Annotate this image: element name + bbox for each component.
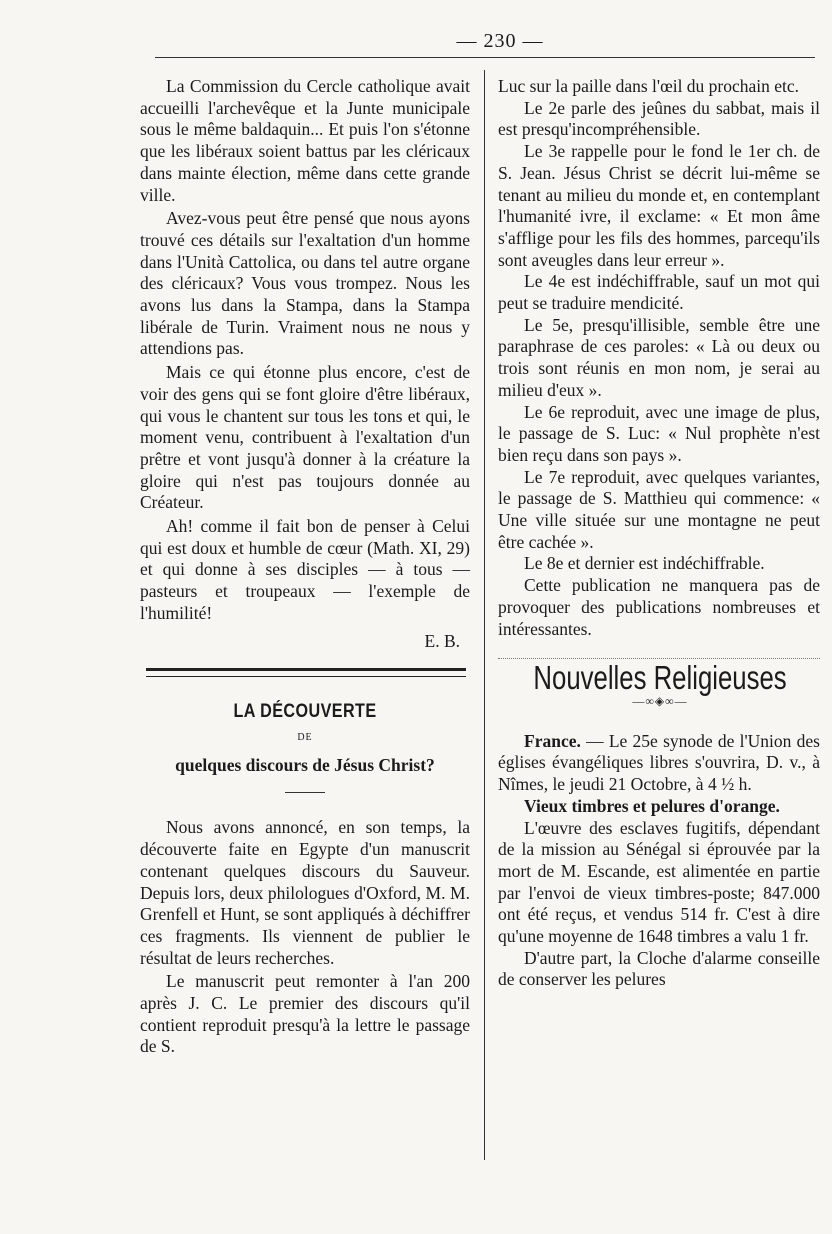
left-paragraph-1: La Commission du Cercle catholique avait accueilli l'archevêque et la Junte municipale sous le même baldaquin... Et puis l'on s'étonne que les libéraux soient battus par les cléricaux dans mainte élection, même dans cette grande ville. [140, 76, 470, 205]
right-continuation: Luc sur la paille dans l'œil du prochain etc. [498, 76, 800, 96]
stamps-paragraph-2: D'autre part, la Cloche d'alarme conseille de conserver les pelures [498, 947, 820, 990]
article-separator [146, 668, 466, 677]
article-paragraph-1: Nous avons annoncé, en son temps, la découverte faite en Egypte d'un manuscrit contenant quelques discours du Sauveur. Depuis lors, deux philologues d'Oxford, M. M. Grenfell et Hunt, se sont appliqués à déchiffrer ces fragments. Ils viennent de publier le résultat de leurs recherches. [140, 817, 470, 968]
ornament: — ∞ ◈ ∞ — [632, 693, 686, 708]
right-paragraph-3: Le 4e est indéchiffrable, sauf un mot qui peut se traduire mendicité. [498, 271, 820, 314]
section-title: Nouvelles Religieuses [533, 659, 787, 697]
subhead: Vieux timbres et pelures d'orange. [524, 795, 780, 816]
right-column [498, 76, 820, 991]
right-paragraph-2: Le 3e rappelle pour le fond le 1er ch. de S. Jean. Jésus Christ se décrit lui-même se tenant au milieu du monde et, en contemplant l'humanité ivre, il exclame: « Et mon âme s'afflige pour les fils des hommes, parcequ'ils sont aveugles dans leur erreur ». [498, 141, 820, 270]
article-subtitle: quelques discours de Jésus Christ? [175, 754, 435, 775]
right-paragraph-8: Cette publication ne manquera pas de provoquer des publications nombreuses et intéressantes. [498, 575, 820, 639]
page-number: — 230 — [456, 30, 544, 52]
right-paragraph-6: Le 7e reproduit, avec quelques variantes, le passage de S. Matthieu qui commence: « Une ville située sur une montagne ne peut être cachée ». [498, 466, 820, 552]
stamps-paragraph-1: L'œuvre des esclaves fugitifs, dépendant de la mission au Sénégal si éprouvée par la mort de M. Escande, est alimentée en partie par l'envoi de vieux timbres-poste; 847.000 ont été reçus, et vendus 514 fr. C'est à dire qu'une moyenne de 1648 timbres a valu 1 fr. [498, 817, 820, 947]
article-paragraph-2: Le manuscrit peut remonter à l'an 200 après J. C. Le premier des discours qu'il contient reproduit presqu'à la lettre le passage de S. [140, 971, 470, 1057]
header-rule [155, 57, 815, 58]
right-paragraph-4: Le 5e, presqu'illisible, semble être une paraphrase de ces paroles: « Là ou deux ou trois sont réunis en mon nom, je serai au milieu d'eux ». [498, 314, 820, 400]
article-title-de: DE [297, 731, 313, 743]
left-paragraph-3: Mais ce qui étonne plus encore, c'est de voir des gens qui se font gloire d'être libéraux, qui vous le chantent sur tous les tons et qui, le moment venu, contribuent à l'exaltation d'un prêtre et vont jusqu'à donner à la créature la gloire qui n'est pas toujours donnée au Créateur. [140, 362, 470, 513]
signature: E. B. [424, 630, 460, 651]
left-paragraph-2: Avez-vous peut être pensé que nous ayons trouvé ces détails sur l'exaltation d'un homme dans l'Unità Cattolica, ou dans tel autre organe des cléricaux? Vous vous trompez. Nous les avons lus dans la Stampa, dans la Stampa libérale de Turin. Vraiment nous ne nous y attendions pas. [140, 208, 470, 359]
left-paragraph-4: Ah! comme il fait bon de penser à Celui qui est doux et humble de cœur (Math. XI, 29) et qui donne à ses disciples — à tous — pasteurs et troupeaux — l'exemple de l'humilité! [140, 516, 470, 623]
left-column [140, 76, 470, 1058]
right-paragraph-1: Le 2e parle des jeûnes du sabbat, mais il est presqu'incompréhensible. [498, 97, 820, 140]
article-title: LA DÉCOUVERTE [233, 701, 377, 723]
news-paragraph [498, 731, 820, 796]
short-rule [285, 792, 325, 793]
news-lead: France. [524, 730, 581, 751]
column-divider [484, 70, 485, 1160]
right-paragraph-7: Le 8e et dernier est indéchiffrable. [524, 553, 765, 574]
right-paragraph-5: Le 6e reproduit, avec une image de plus, le passage de S. Luc: « Nul prophète n'est bien reçu dans son pays ». [498, 401, 820, 465]
news-text: — Le 25e synode de l'Union des églises évangéliques libres s'ouvrira, D. v., à Nîmes, le jeudi 21 Octobre, à 4 ½ h. [498, 730, 820, 795]
